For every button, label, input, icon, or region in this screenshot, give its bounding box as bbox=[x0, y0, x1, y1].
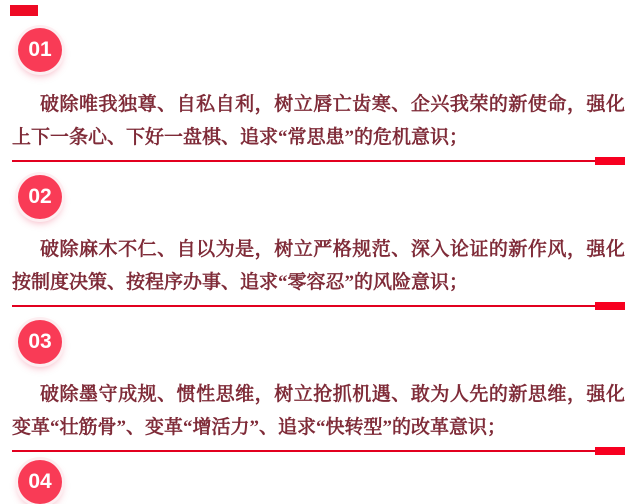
divider-end-block bbox=[595, 447, 625, 455]
item-text: 破除麻木不仁、自以为是，树立严格规范、深入论证的新作风，强化按制度决策、按程序办事、追求“零容忍”的风险意识； bbox=[12, 239, 625, 293]
item-number-badge: 04 bbox=[18, 460, 62, 504]
divider-end-block bbox=[595, 302, 625, 310]
item-number-badge: 03 bbox=[18, 320, 62, 364]
item-number-badge: 02 bbox=[18, 175, 62, 219]
item-text: 破除墨守成规、惯性思维，树立抢抓机遇、敢为人先的新思维，强化变革“壮筋骨”、变革“增活力”、追求“快转型”的改革意识； bbox=[12, 384, 625, 438]
divider-line bbox=[12, 450, 625, 452]
section-divider bbox=[12, 302, 625, 310]
section-divider bbox=[12, 157, 625, 165]
item-number-badge: 01 bbox=[18, 28, 62, 72]
corner-accent-rectangle bbox=[10, 5, 38, 16]
divider-end-block bbox=[595, 157, 625, 165]
divider-line bbox=[12, 160, 625, 162]
section-divider bbox=[12, 447, 625, 455]
divider-line bbox=[12, 305, 625, 307]
item-text: 破除唯我独尊、自私自利，树立唇亡齿寒、企兴我荣的新使命，强化上下一条心、下好一盘棋、追求“常思患”的危机意识； bbox=[12, 94, 625, 148]
